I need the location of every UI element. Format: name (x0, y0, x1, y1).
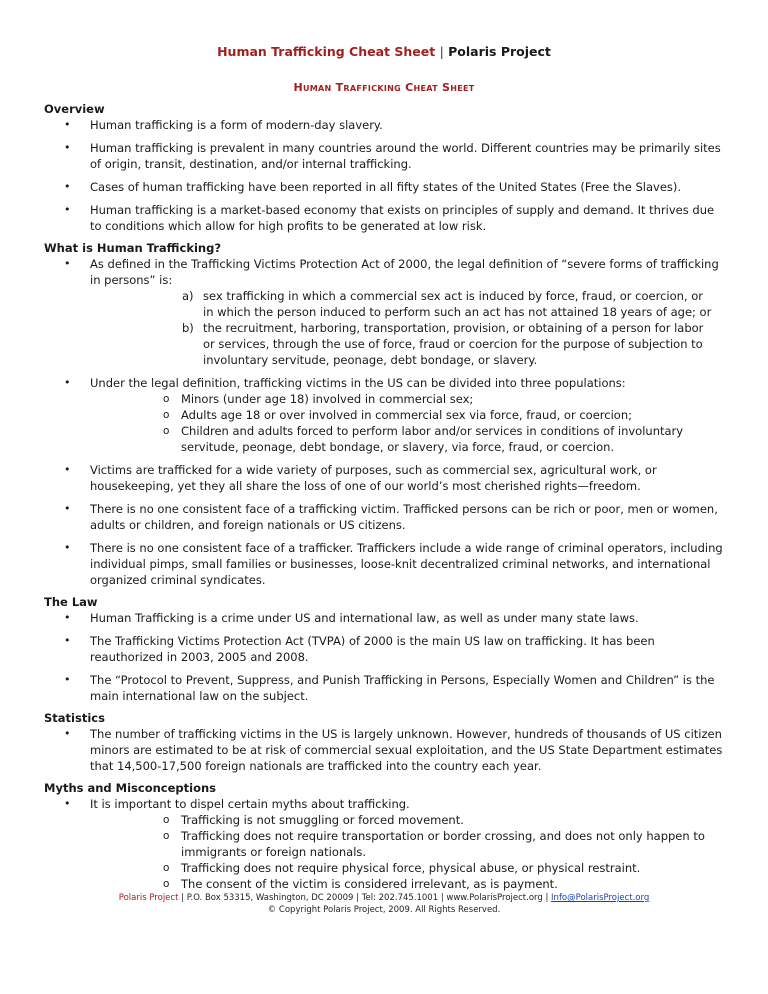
bullet-item: • Victims are trafficked for a wide variety of purposes, such as commercial sex, agricultural work, or housekeeping, yet they all share the loss of one of our world’s most cherished rights—freedom. (44, 462, 724, 494)
alpha-list-item (90, 288, 724, 320)
sub-list-item: o Minors (under age 18) involved in commercial sex; (90, 391, 724, 407)
bullet-item: • Cases of human trafficking have been reported in all fifty states of the United States (Free the Slaves). (44, 179, 724, 195)
bullet-item: • Human trafficking is a form of modern-day slavery. (44, 117, 724, 133)
alpha-list-item (90, 320, 724, 368)
bullet-text: • It is important to dispel certain myths about trafficking. (90, 797, 410, 811)
header-org: Polaris Project (448, 44, 551, 59)
sub-list-item: o Trafficking is not smuggling or forced movement. (90, 812, 724, 828)
document-body (44, 101, 724, 899)
alpha-label: b) (182, 321, 194, 335)
bullet-item: • The number of trafficking victims in the US is largely unknown. However, hundreds of thousands of US citizen minors are estimated to be at risk of commercial sexual exploitation, and the US State Department estimates that 14,500-17,500 foreign nationals are trafficked into the country each year. (44, 726, 724, 774)
section-heading-law: The Law (44, 595, 98, 609)
document-title: Human Trafficking Cheat Sheet (293, 81, 475, 94)
section-heading-what-is: What is Human Trafficking? (44, 241, 222, 255)
section-heading-overview: Overview (44, 102, 105, 116)
bullet-text: • As defined in the Trafficking Victims Protection Act of 2000, the legal definition of “severe forms of trafficking in persons” is: (90, 257, 719, 287)
alpha-text: the recruitment, harboring, transportation, provision, or obtaining of a person for labor or services, through the use of force, fraud or coercion for the purpose of subjection to involuntary servitude, peonage, debt bondage, or slavery. (203, 321, 704, 367)
sub-list-item: o Trafficking does not require transportation or border crossing, and does not only happen to immigrants or foreign nationals. (90, 828, 724, 860)
header-title: Human Trafficking Cheat Sheet (217, 44, 436, 59)
bullet-item: • Human Trafficking is a crime under US and international law, as well as under many state laws. (44, 610, 724, 626)
bullet-item (44, 256, 724, 368)
bullet-item (44, 375, 724, 455)
bullet-text: • Under the legal definition, trafficking victims in the US can be divided into three populations: (90, 376, 626, 390)
bullet-item: • Human trafficking is prevalent in many countries around the world. Different countries may be primarily sites of origin, transit, destination, and/or internal trafficking. (44, 140, 724, 172)
alpha-text: sex trafficking in which a commercial sex act is induced by force, fraud, or coercion, or in which the person induced to perform such an act has not attained 18 years of age; or (203, 289, 712, 319)
bullet-item: • There is no one consistent face of a trafficking victim. Trafficked persons can be rich or poor, men or women, adults or children, and foreign nationals or US citizens. (44, 501, 724, 533)
page-footer (0, 892, 768, 916)
footer-copyright: © Copyright Polaris Project, 2009. All Rights Reserved. (267, 905, 501, 915)
alpha-label: a) (182, 289, 194, 303)
footer-address: | P.O. Box 53315, Washington, DC 20009 | Tel: 202.745.1001 | www.PolarisProject.org | (181, 893, 549, 903)
footer-contact-line (0, 892, 768, 904)
sub-list-item: o Adults age 18 or over involved in commercial sex via force, fraud, or coercion; (90, 407, 724, 423)
bullet-item: • The Trafficking Victims Protection Act (TVPA) of 2000 is the main US law on trafficking. It has been reauthorized in 2003, 2005 and 2008. (44, 633, 724, 665)
sub-list-item: o Trafficking does not require physical force, physical abuse, or physical restraint. (90, 860, 724, 876)
footer-org: Polaris Project (118, 893, 179, 903)
footer-email-link[interactable]: Info@PolarisProject.org (551, 893, 650, 903)
sub-list-item: o The consent of the victim is considered irrelevant, as is payment. (90, 876, 724, 892)
bullet-item: • There is no one consistent face of a trafficker. Traffickers include a wide range of criminal operators, including individual pimps, small families or businesses, loose-knit decentralized criminal networks, and international organized criminal syndicates. (44, 540, 724, 588)
bullet-item: • Human trafficking is a market-based economy that exists on principles of supply and demand. It thrives due to conditions which allow for high profits to be generated at low risk. (44, 202, 724, 234)
bullet-item (44, 796, 724, 892)
section-heading-myths: Myths and Misconceptions (44, 781, 217, 795)
sub-list-item: o Children and adults forced to perform labor and/or services in conditions of involuntary servitude, peonage, debt bondage, or slavery, via force, fraud, or coercion. (90, 423, 724, 455)
header-separator: | (439, 44, 444, 59)
bullet-item: • The “Protocol to Prevent, Suppress, and Punish Trafficking in Persons, Especially Women and Children” is the main international law on the subject. (44, 672, 724, 704)
section-heading-statistics: Statistics (44, 711, 105, 725)
page-header (0, 44, 768, 59)
